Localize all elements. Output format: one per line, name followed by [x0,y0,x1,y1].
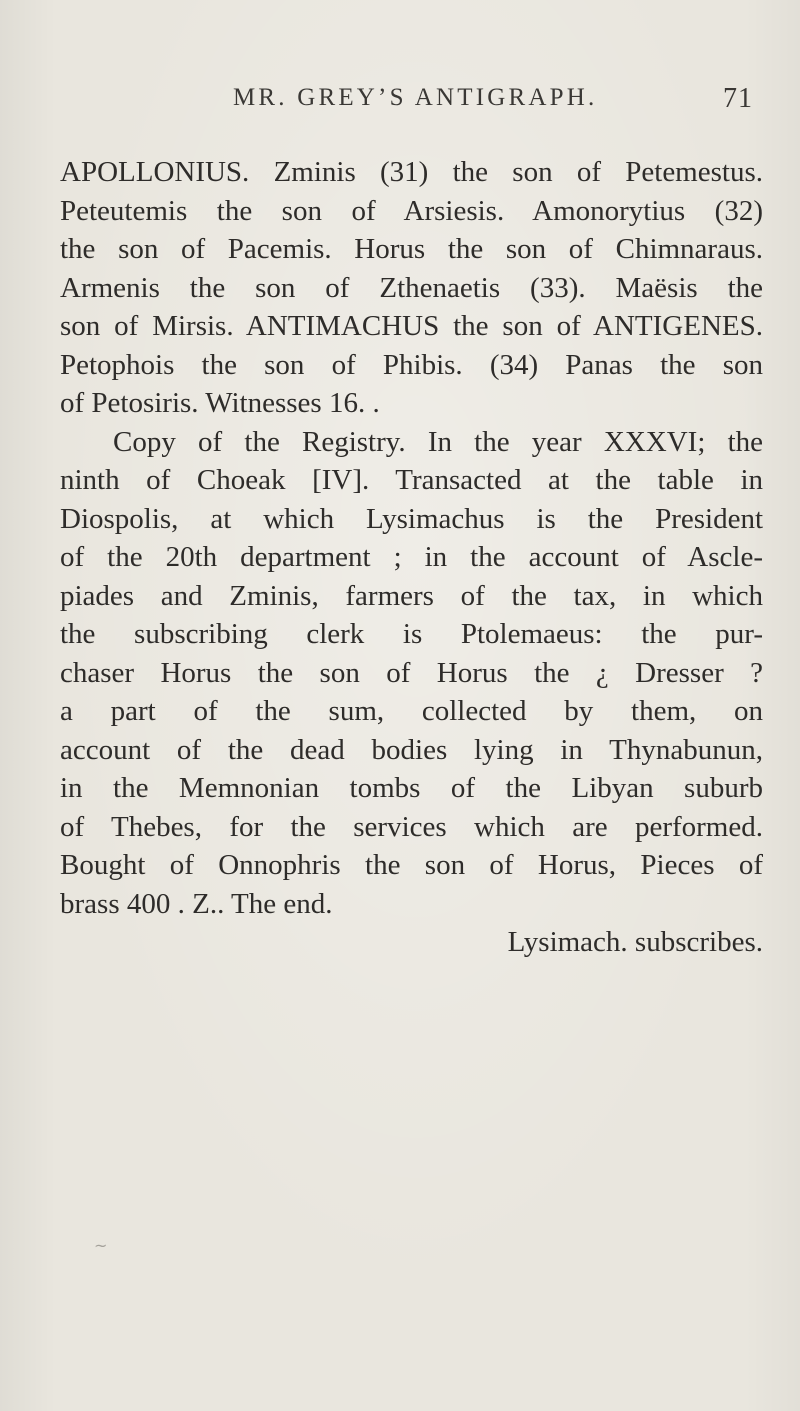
running-head: MR. GREY’S ANTIGRAPH. [233,84,598,111]
text-line-2: Peteutemis the son of Arsiesis. Amonorytius (32) [60,194,763,227]
text-line-10: Diospolis, at which Lysimachus is the President [60,502,763,535]
text-line-8: Copy of the Registry. In the year XXXVI; the [113,425,763,458]
text-line-16: account of the dead bodies lying in Thynabunun, [60,733,763,766]
text-line-4: Armenis the son of Zthenaetis (33). Maësis the [60,271,763,304]
text-line-15: a part of the sum, collected by them, on [60,695,763,727]
text-line-14: chaser Horus the son of Horus the ¿ Dresser ? [60,656,763,689]
page-header [233,84,753,120]
text-line-6: Petophois the son of Phibis. (34) Panas the son [60,348,763,381]
text-line-17: in the Memnonian tombs of the Libyan suburb [60,772,763,804]
text-line-20: brass 400 . Z.. The end. [60,887,333,920]
page-number: 71 [723,83,753,114]
page-text [60,153,763,1263]
signature-line: Lysimach. subscribes. [507,926,763,958]
text-line-9: ninth of Choeak [IV]. Transacted at the table in [60,464,763,496]
text-line-5: son of Mirsis. ANTIMACHUS the son of ANTIGENES. [60,310,763,342]
text-line-12: piades and Zminis, farmers of the tax, in which [60,579,763,612]
text-line-11: of the 20th department ; in the account of Ascle- [60,541,763,573]
text-line-13: the subscribing clerk is Ptolemaeus: the pur- [60,618,763,650]
margin-mark: ~ [94,1236,108,1255]
text-line-1: APOLLONIUS. Zminis (31) the son of Petemestus. [60,156,763,188]
text-line-19: Bought of Onnophris the son of Horus, Pieces of [60,849,763,881]
text-line-18: of Thebes, for the services which are performed. [60,810,763,843]
text-line-7: of Petosiris. Witnesses 16. . [60,387,380,419]
text-line-3: the son of Pacemis. Horus the son of Chimnaraus. [60,233,763,265]
